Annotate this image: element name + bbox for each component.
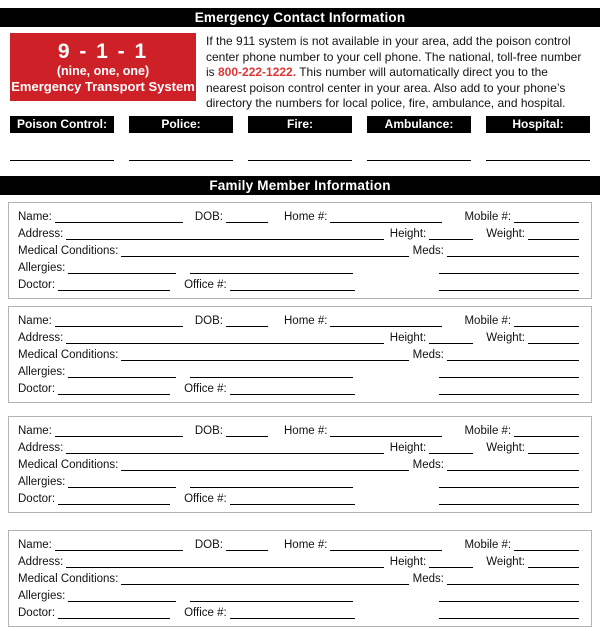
meds-blank-line[interactable] xyxy=(447,469,579,471)
weight-blank-line[interactable] xyxy=(528,342,579,344)
poison-note-after: This number will automatically direct you to the nearest poison control center in your area. Also add to your phone’s directory the numbers for local police, fire, ambulance, and hospital. xyxy=(206,65,566,110)
name-row xyxy=(18,421,579,438)
911-number: 9 - 1 - 1 xyxy=(57,39,149,63)
allergies-label: Allergies: xyxy=(18,589,66,602)
doctor-label: Doctor: xyxy=(18,382,56,395)
contact-labels-row xyxy=(10,116,590,133)
allergies-row xyxy=(18,472,579,489)
doctor-blank-line[interactable] xyxy=(58,617,170,619)
name-blank-line[interactable] xyxy=(55,435,183,437)
height-blank-line[interactable] xyxy=(429,566,473,568)
office-phone-blank-line[interactable] xyxy=(230,503,355,505)
home-phone-blank-line[interactable] xyxy=(330,549,442,551)
allergies-blank-line[interactable] xyxy=(68,272,176,274)
dob-blank-line[interactable] xyxy=(226,549,268,551)
doctor-row xyxy=(18,275,579,292)
doctor-row xyxy=(18,603,579,620)
height-blank-line[interactable] xyxy=(429,452,473,454)
weight-blank-line[interactable] xyxy=(528,452,579,454)
height-label: Height: xyxy=(389,331,427,344)
address-row xyxy=(18,438,579,455)
medical-conditions-label: Medical Conditions: xyxy=(18,458,119,471)
weight-label: Weight: xyxy=(486,227,525,240)
meds-blank-line[interactable] xyxy=(447,359,579,361)
mobile-phone-label: Mobile #: xyxy=(464,314,512,327)
dob-label: DOB: xyxy=(194,538,223,551)
address-row xyxy=(18,328,579,345)
mobile-phone-blank-line[interactable] xyxy=(514,325,579,327)
name-label: Name: xyxy=(18,424,52,437)
family-member-header-bar xyxy=(0,176,600,195)
height-label: Height: xyxy=(389,555,427,568)
allergies-row xyxy=(18,258,579,275)
medical-conditions-blank-line[interactable] xyxy=(121,255,408,257)
home-phone-label: Home #: xyxy=(284,314,328,327)
meds-continuation-line[interactable] xyxy=(439,486,579,488)
address-label: Address: xyxy=(18,555,64,568)
meds-continuation-line-2[interactable] xyxy=(439,617,579,619)
doctor-label: Doctor: xyxy=(18,492,56,505)
weight-blank-line[interactable] xyxy=(528,566,579,568)
meds-label: Meds: xyxy=(412,348,444,361)
height-blank-line[interactable] xyxy=(429,342,473,344)
poison-control-blank-line[interactable] xyxy=(10,159,114,161)
height-label: Height: xyxy=(389,441,427,454)
dob-blank-line[interactable] xyxy=(226,435,268,437)
home-phone-label: Home #: xyxy=(284,210,328,223)
height-blank-line[interactable] xyxy=(429,238,473,240)
meds-continuation-line-2[interactable] xyxy=(439,503,579,505)
name-label: Name: xyxy=(18,538,52,551)
home-phone-label: Home #: xyxy=(284,538,328,551)
allergies-label: Allergies: xyxy=(18,475,66,488)
doctor-row xyxy=(18,489,579,506)
meds-continuation-line-2[interactable] xyxy=(439,393,579,395)
name-blank-line[interactable] xyxy=(55,325,183,327)
poison-note-before: If the 911 system is not available in your area, add the poison control center phone number to your cell phone. The national, toll-free number is xyxy=(206,34,582,79)
ambulance-blank-line[interactable] xyxy=(367,159,471,161)
doctor-blank-line[interactable] xyxy=(58,289,170,291)
address-row xyxy=(18,552,579,569)
office-phone-label: Office #: xyxy=(184,492,227,505)
name-label: Name: xyxy=(18,314,52,327)
allergies-continuation-line[interactable] xyxy=(190,600,353,602)
medical-conditions-blank-line[interactable] xyxy=(121,359,408,361)
office-phone-blank-line[interactable] xyxy=(230,289,355,291)
meds-blank-line[interactable] xyxy=(447,255,579,257)
meds-continuation-line-2[interactable] xyxy=(439,289,579,291)
poison-control-note xyxy=(206,33,590,112)
family-member-card xyxy=(8,416,592,513)
doctor-row xyxy=(18,379,579,396)
home-phone-blank-line[interactable] xyxy=(330,325,442,327)
allergies-blank-line[interactable] xyxy=(68,486,176,488)
weight-label: Weight: xyxy=(486,555,525,568)
office-phone-label: Office #: xyxy=(184,606,227,619)
family-member-title: Family Member Information xyxy=(209,177,391,193)
medical-conditions-blank-line[interactable] xyxy=(121,469,408,471)
allergies-continuation-line[interactable] xyxy=(190,272,353,274)
doctor-blank-line[interactable] xyxy=(58,393,170,395)
medical-conditions-row xyxy=(18,345,579,362)
mobile-phone-blank-line[interactable] xyxy=(514,549,579,551)
top-section xyxy=(10,33,590,112)
medical-conditions-label: Medical Conditions: xyxy=(18,348,119,361)
address-label: Address: xyxy=(18,227,64,240)
office-phone-blank-line[interactable] xyxy=(230,393,355,395)
mobile-phone-label: Mobile #: xyxy=(464,210,512,223)
weight-label: Weight: xyxy=(486,441,525,454)
contact-label-fire: Fire: xyxy=(248,116,352,133)
dob-blank-line[interactable] xyxy=(226,221,268,223)
doctor-label: Doctor: xyxy=(18,278,56,291)
allergies-continuation-line[interactable] xyxy=(190,486,353,488)
family-member-card xyxy=(8,530,592,627)
mobile-phone-blank-line[interactable] xyxy=(514,435,579,437)
contact-blank-lines-row xyxy=(10,159,590,161)
mobile-phone-blank-line[interactable] xyxy=(514,221,579,223)
name-blank-line[interactable] xyxy=(55,221,183,223)
emergency-contact-title: Emergency Contact Information xyxy=(194,10,406,25)
address-row xyxy=(18,224,579,241)
name-row xyxy=(18,207,579,224)
allergies-row xyxy=(18,362,579,379)
home-phone-label: Home #: xyxy=(284,424,328,437)
office-phone-label: Office #: xyxy=(184,278,227,291)
family-member-cards xyxy=(0,202,600,627)
doctor-blank-line[interactable] xyxy=(58,503,170,505)
contact-label-police: Police: xyxy=(129,116,233,133)
meds-label: Meds: xyxy=(412,458,444,471)
allergies-blank-line[interactable] xyxy=(68,376,176,378)
weight-label: Weight: xyxy=(486,331,525,344)
allergies-continuation-line[interactable] xyxy=(190,376,353,378)
height-label: Height: xyxy=(389,227,427,240)
police-blank-line[interactable] xyxy=(129,159,233,161)
doctor-label: Doctor: xyxy=(18,606,56,619)
medical-conditions-row xyxy=(18,241,579,258)
dob-label: DOB: xyxy=(194,210,223,223)
address-label: Address: xyxy=(18,441,64,454)
contact-label-poison-control: Poison Control: xyxy=(10,116,114,133)
home-phone-blank-line[interactable] xyxy=(330,221,442,223)
contact-label-ambulance: Ambulance: xyxy=(367,116,471,133)
office-phone-blank-line[interactable] xyxy=(230,617,355,619)
address-label: Address: xyxy=(18,331,64,344)
meds-blank-line[interactable] xyxy=(447,583,579,585)
911-panel xyxy=(10,33,196,101)
mobile-phone-label: Mobile #: xyxy=(464,424,512,437)
poison-control-phone-number: 800-222-1222. xyxy=(218,65,297,79)
meds-continuation-line[interactable] xyxy=(439,376,579,378)
address-blank-line[interactable] xyxy=(66,342,383,344)
fire-blank-line[interactable] xyxy=(248,159,352,161)
911-system-label: Emergency Transport System xyxy=(11,78,195,94)
dob-label: DOB: xyxy=(194,424,223,437)
name-label: Name: xyxy=(18,210,52,223)
address-blank-line[interactable] xyxy=(66,566,383,568)
allergies-row xyxy=(18,586,579,603)
medical-conditions-row xyxy=(18,455,579,472)
meds-label: Meds: xyxy=(412,572,444,585)
dob-label: DOB: xyxy=(194,314,223,327)
emergency-contact-header-bar xyxy=(0,8,600,27)
911-phonetic: (nine, one, one) xyxy=(56,63,150,78)
dob-blank-line[interactable] xyxy=(226,325,268,327)
name-row xyxy=(18,311,579,328)
home-phone-blank-line[interactable] xyxy=(330,435,442,437)
weight-blank-line[interactable] xyxy=(528,238,579,240)
allergies-label: Allergies: xyxy=(18,365,66,378)
medical-conditions-row xyxy=(18,569,579,586)
name-blank-line[interactable] xyxy=(55,549,183,551)
meds-label: Meds: xyxy=(412,244,444,257)
medical-conditions-label: Medical Conditions: xyxy=(18,572,119,585)
family-member-card xyxy=(8,306,592,403)
meds-continuation-line[interactable] xyxy=(439,600,579,602)
name-row xyxy=(18,535,579,552)
meds-continuation-line[interactable] xyxy=(439,272,579,274)
address-blank-line[interactable] xyxy=(66,452,383,454)
allergies-label: Allergies: xyxy=(18,261,66,274)
allergies-blank-line[interactable] xyxy=(68,600,176,602)
family-member-card xyxy=(8,202,592,299)
medical-conditions-blank-line[interactable] xyxy=(121,583,408,585)
mobile-phone-label: Mobile #: xyxy=(464,538,512,551)
office-phone-label: Office #: xyxy=(184,382,227,395)
hospital-blank-line[interactable] xyxy=(486,159,590,161)
contact-label-hospital: Hospital: xyxy=(486,116,590,133)
medical-conditions-label: Medical Conditions: xyxy=(18,244,119,257)
address-blank-line[interactable] xyxy=(66,238,383,240)
